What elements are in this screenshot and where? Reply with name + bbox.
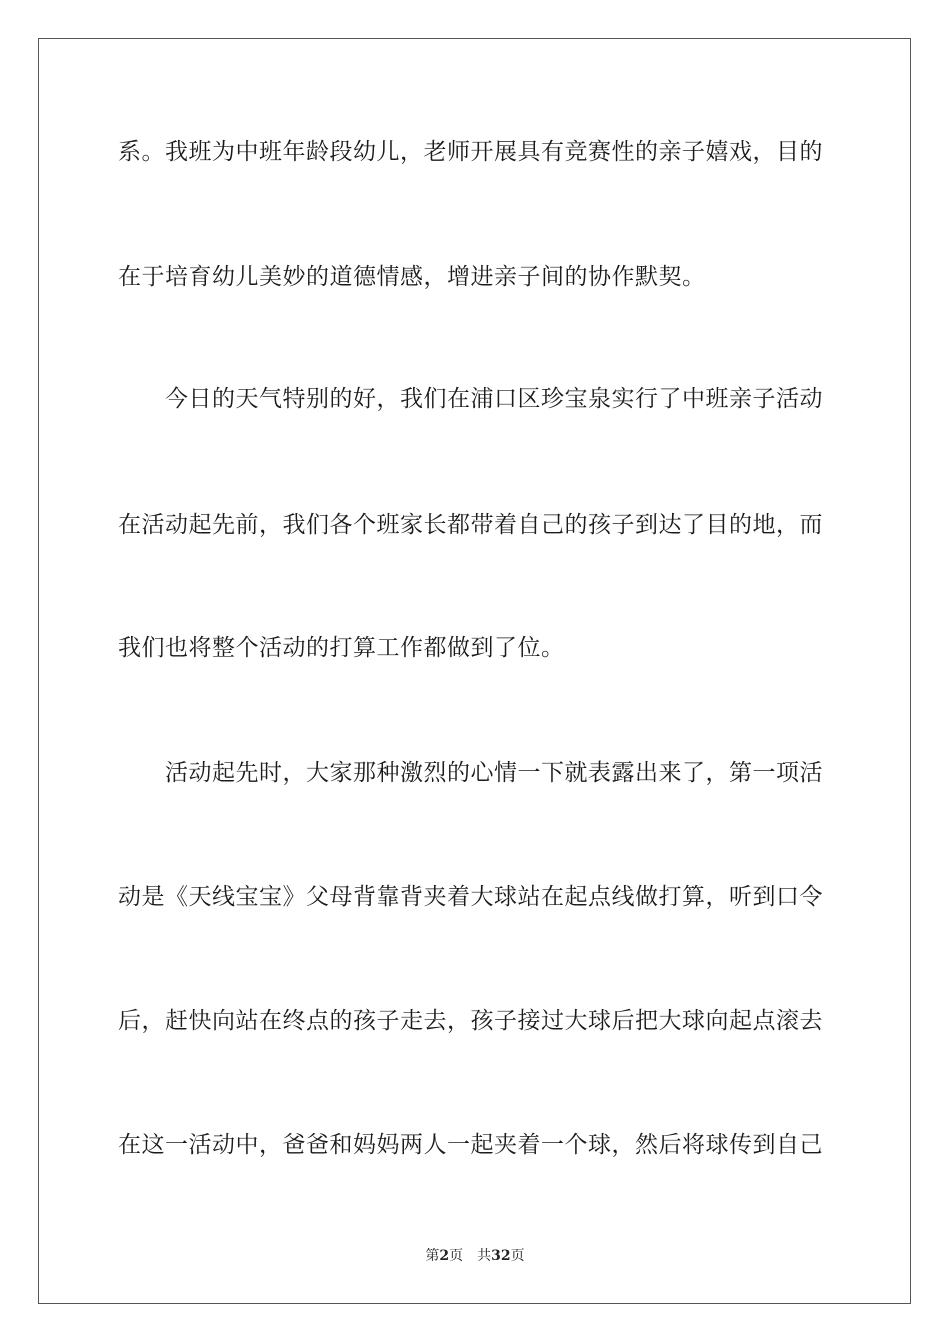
- text-line: 今日的天气特别的好，我们在浦口区珍宝泉实行了中班亲子活动: [165, 386, 823, 412]
- page-number: 2: [439, 1248, 450, 1264]
- text-line: 在这一活动中，爸爸和妈妈两人一起夹着一个球，然后将球传到自己: [118, 1132, 823, 1158]
- page-border: [38, 38, 911, 1304]
- text-line: 活动起先时，大家那种激烈的心情一下就表露出来了，第一项活: [165, 760, 823, 786]
- footer-page-suffix: 页: [449, 1248, 464, 1264]
- total-pages: 32: [491, 1248, 511, 1264]
- text-line: 我们也将整个活动的打算工作都做到了位。: [118, 635, 565, 661]
- footer-page-prefix: 第: [425, 1248, 440, 1264]
- text-line: 在于培育幼儿美妙的道德情感，增进亲子间的协作默契。: [118, 264, 706, 290]
- footer-total-prefix: 共: [477, 1248, 492, 1264]
- page-footer: [0, 1246, 950, 1266]
- text-line: 动是《天线宝宝》父母背靠背夹着大球站在起点线做打算，听到口令: [118, 884, 823, 910]
- text-line: 后，赶快向站在终点的孩子走去，孩子接过大球后把大球向起点滚去: [118, 1008, 823, 1034]
- text-line: 在活动起先前，我们各个班家长都带着自己的孩子到达了目的地，而: [118, 512, 823, 538]
- text-line: 系。我班为中班年龄段幼儿，老师开展具有竞赛性的亲子嬉戏，目的: [118, 139, 823, 165]
- footer-total-suffix: 页: [510, 1248, 525, 1264]
